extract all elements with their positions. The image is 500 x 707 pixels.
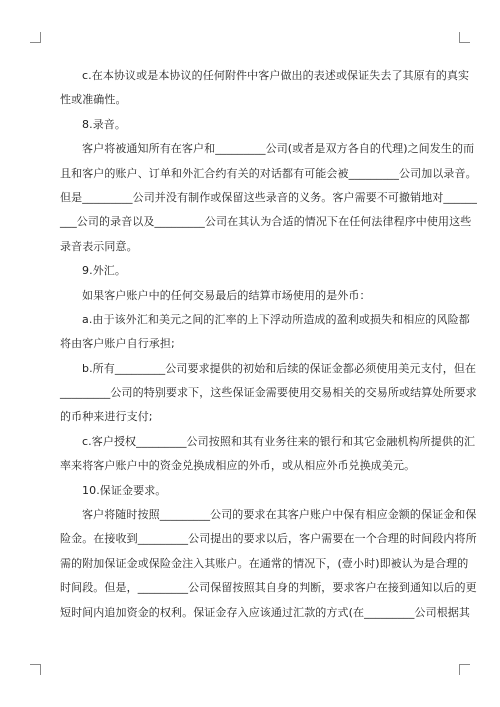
- text-line: 9.外汇。: [82, 264, 126, 278]
- text-line: 8.录音。: [82, 117, 126, 131]
- text-line: 性或准确性。: [60, 93, 127, 107]
- text-line: 短时间内追加资金的权利。保证金存入应该通过汇款的方式(在_________公司根据其: [60, 605, 470, 619]
- text-line: 的币种来进行支付;: [60, 410, 153, 424]
- text-line: 率来将客户账户中的资金兑换成相应的外币，或从相应外币兑换成美元。: [60, 459, 416, 473]
- text-line: 客户将随时按照_________公司的要求在其客户账户中保有相应金额的保证金和保: [82, 508, 477, 522]
- corner-mark-top-left: [30, 32, 41, 43]
- corner-mark-bottom-left: [30, 664, 41, 675]
- text-line: 将由客户账户自行承担;: [60, 337, 175, 351]
- text-line: a.由于该外汇和美元之间的汇率的上下浮动所造成的盈利或损失和相应的风险都: [82, 312, 470, 326]
- text-line: 10.保证金要求。: [82, 483, 167, 497]
- text-line: 需的附加保证金或保险金注入其账户。在通常的情况下，(壹小时)即被认为是合理的: [60, 556, 469, 570]
- text-line: 如果客户账户中的任何交易最后的结算市场使用的是外币：: [82, 288, 371, 302]
- text-line: c.客户授权_________公司按照和其有业务往来的银行和其它金融机构所提供的汇: [82, 434, 476, 448]
- text-line: 客户将被通知所有在客户和_________公司(或者是双方各自的代理)之间发生的而: [82, 142, 475, 156]
- text-line: _________公司的特别要求下，这些保证金需要使用交易相关的交易所或结算处所要求: [60, 386, 477, 400]
- text-line: ___公司的录音以及_________公司在其认为合适的情况下在任何法律程序中使用这些: [60, 215, 472, 229]
- document-body: [60, 64, 477, 625]
- text-line: 时间段。但是，_________公司保留按照其自身的判断，要求客户在接到通知以后的更: [60, 581, 477, 595]
- text-line: 录音表示同意。: [60, 239, 138, 253]
- text-line: 险金。在接收到_________公司提出的要求以后，客户需要在一个合理的时间段内将所: [60, 532, 477, 546]
- text-line: 且和客户的账户、订单和外汇合约有关的对话都有可能会被_________公司加以录音。: [60, 166, 477, 180]
- corner-mark-top-right: [459, 32, 470, 43]
- text-line: b.所有_________公司要求提供的初始和后续的保证金都必须使用美元支付，但在: [82, 361, 477, 375]
- text-line: c.在本协议或是本协议的任何附件中客户做出的表述或保证失去了其原有的真实: [82, 69, 470, 82]
- corner-mark-bottom-right: [459, 664, 470, 675]
- text-line: 但是_________公司并没有制作或保留这些录音的义务。客户需要不可撤销地对______: [60, 190, 477, 204]
